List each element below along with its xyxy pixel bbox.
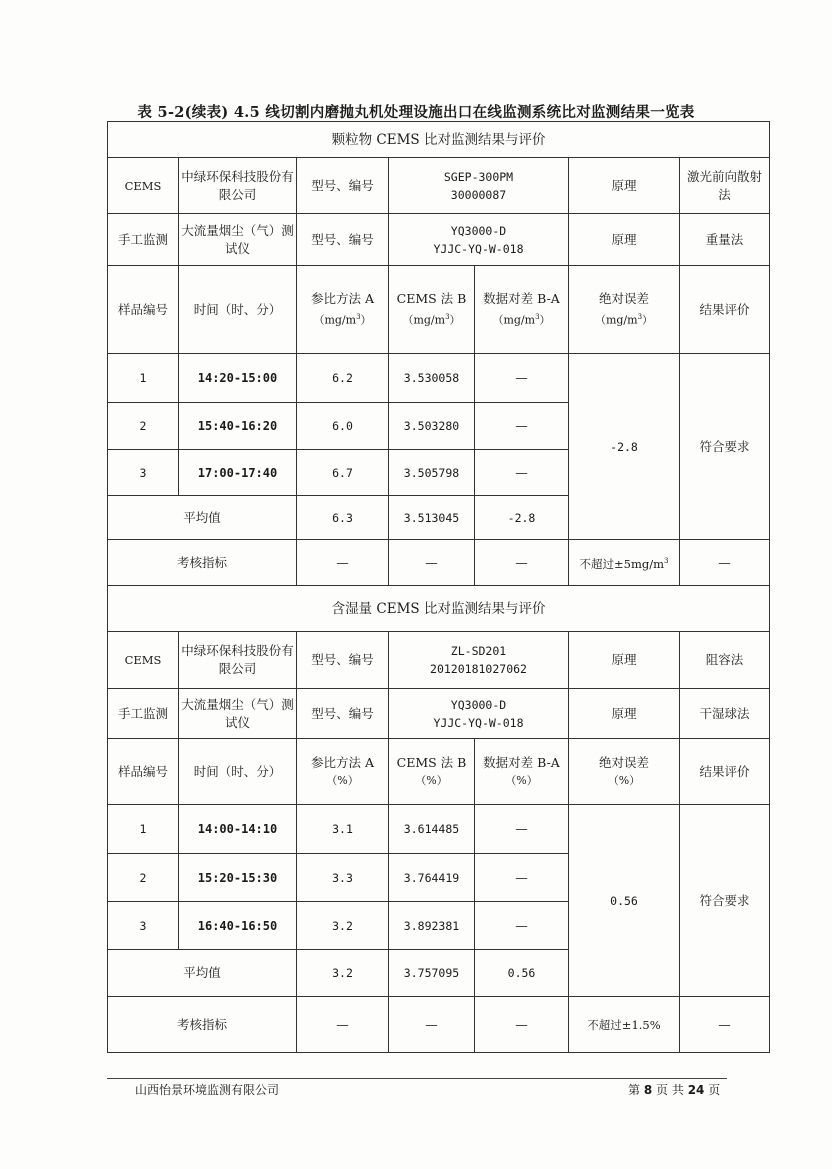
hum-criteria-label: 考核指标 (108, 997, 297, 1053)
table-row (108, 805, 770, 854)
hum-row2-a: 3.3 (297, 854, 389, 902)
pm-manual-principle: 重量法 (680, 214, 770, 266)
table-row (108, 354, 770, 403)
pm-manual-serial-no: YJJC-YQ-W-018 (433, 241, 524, 256)
pm-header-abs-err-label: 绝对误差 (598, 290, 649, 306)
page-no: 8 (643, 1083, 653, 1097)
table-row (108, 540, 770, 586)
hum-manual-model-label: 型号、编号 (297, 689, 389, 739)
hum-header-ref-a-label: 参比方法 A (310, 754, 374, 770)
hum-row3-a: 3.2 (297, 902, 389, 950)
hum-header-diff-unit: （%） (505, 773, 538, 787)
pm-header-diff (475, 266, 569, 354)
pm-row3-diff: — (475, 450, 569, 496)
pm-header-cems-b-sup: 3 (445, 312, 450, 321)
pm-row3-b: 3.505798 (389, 450, 475, 496)
hum-row2-no: 2 (108, 854, 179, 902)
pm-criteria-sup: 3 (664, 557, 669, 566)
hum-avg-b: 3.757095 (389, 950, 475, 997)
hum-cems-label: CEMS (108, 632, 179, 689)
pm-cems-serial-no: 30000087 (450, 187, 507, 202)
pm-row1-time: 14:20-15:00 (179, 354, 297, 403)
pm-cems-model-no: SGEP-300PM (443, 169, 514, 184)
pm-criteria-a: — (297, 540, 389, 586)
hum-manual-principle-label: 原理 (569, 689, 680, 739)
hum-cems-principle-label: 原理 (569, 632, 680, 689)
hum-row3-diff: — (475, 902, 569, 950)
hum-row1-b: 3.614485 (389, 805, 475, 854)
hum-manual-label: 手工监测 (108, 689, 179, 739)
hum-header-cems-b (389, 739, 475, 805)
pm-row1-a: 6.2 (297, 354, 389, 403)
hum-criteria-b: — (389, 997, 475, 1053)
hum-criteria: 不超过±1.5% (569, 997, 680, 1053)
pm-manual-label: 手工监测 (108, 214, 179, 266)
pm-header-abs-err-sup: 3 (637, 312, 643, 321)
hum-row1-time: 14:00-14:10 (179, 805, 297, 854)
hum-row2-diff: — (475, 854, 569, 902)
pm-row3-a: 6.7 (297, 450, 389, 496)
pm-manual-model (389, 214, 569, 266)
pm-header-ref-a-sup: 3 (356, 312, 361, 321)
pm-header-ref-a-close: ） (360, 313, 372, 327)
pm-header-sample-no: 样品编号 (108, 266, 179, 354)
page-mid: 页 共 (656, 1083, 684, 1097)
hum-avg-a: 3.2 (297, 950, 389, 997)
pm-avg-b: 3.513045 (389, 496, 475, 540)
pm-cems-principle-label: 原理 (569, 158, 680, 214)
hum-row3-b: 3.892381 (389, 902, 475, 950)
pm-manual-instrument: 大流量烟尘（气）测试仪 (179, 214, 297, 266)
hum-abs-error: 0.56 (569, 805, 680, 997)
pm-avg-label: 平均值 (108, 496, 297, 540)
hum-header-cems-b-label: CEMS 法 B (396, 754, 467, 770)
hum-row1-no: 1 (108, 805, 179, 854)
pm-row2-b: 3.503280 (389, 403, 475, 450)
pm-header-diff-label: 数据对差 B-A (483, 290, 560, 306)
hum-row2-time: 15:20-15:30 (179, 854, 297, 902)
pm-row3-no: 3 (108, 450, 179, 496)
pm-criteria-diff: — (475, 540, 569, 586)
pm-manual-model-label: 型号、编号 (297, 214, 389, 266)
pm-header-cems-b-label: CEMS 法 B (396, 290, 467, 306)
hum-cems-model-label: 型号、编号 (297, 632, 389, 689)
hum-section-title: 含湿量 CEMS 比对监测结果与评价 (108, 586, 770, 632)
pm-header-ref-a (297, 266, 389, 354)
footer-page-number (628, 1081, 720, 1098)
pm-header-time: 时间（时、分） (179, 266, 297, 354)
hum-header-ref-a-unit: （%） (326, 773, 359, 787)
hum-criteria-a: — (297, 997, 389, 1053)
pm-header-cems-b-unit: （mg/m (402, 313, 446, 327)
pm-header-result: 结果评价 (680, 266, 770, 354)
hum-avg-label: 平均值 (108, 950, 297, 997)
pm-cems-company: 中绿环保科技股份有限公司 (179, 158, 297, 214)
pm-header-abs-err-close: ） (642, 313, 654, 327)
hum-row2-b: 3.764419 (389, 854, 475, 902)
pm-header-cems-b (389, 266, 475, 354)
hum-avg-diff: 0.56 (475, 950, 569, 997)
hum-evaluation: 符合要求 (680, 805, 770, 997)
pm-header-abs-err-unit: （mg/m (594, 313, 638, 327)
page-total: 24 (687, 1083, 705, 1097)
pm-criteria-result: — (680, 540, 770, 586)
hum-header-abs-err-unit: （%） (607, 773, 641, 787)
footer-divider (107, 1078, 727, 1079)
hum-cems-model-no: ZL-SD201 (450, 644, 507, 658)
pm-row2-time: 15:40-16:20 (179, 403, 297, 450)
pm-cems-model-label: 型号、编号 (297, 158, 389, 214)
hum-criteria-result: — (680, 997, 770, 1053)
hum-manual-model-no: YQ3000-D (450, 697, 507, 712)
hum-header-diff-label: 数据对差 B-A (483, 754, 560, 770)
hum-row1-diff: — (475, 805, 569, 854)
pm-criteria-b: — (389, 540, 475, 586)
pm-manual-model-no: YQ3000-D (450, 223, 507, 238)
pm-header-ref-a-label: 参比方法 A (310, 290, 374, 306)
pm-header-diff-close: ） (539, 313, 551, 327)
pm-header-cems-b-close: ） (449, 313, 461, 327)
pm-row3-time: 17:00-17:40 (179, 450, 297, 496)
pm-row1-no: 1 (108, 354, 179, 403)
pm-cems-model (389, 158, 569, 214)
hum-row1-a: 3.1 (297, 805, 389, 854)
pm-avg-diff: -2.8 (475, 496, 569, 540)
comparison-table (107, 121, 770, 1053)
hum-header-abs-err (569, 739, 680, 805)
pm-row2-diff: — (475, 403, 569, 450)
pm-row1-b: 3.530058 (389, 354, 475, 403)
hum-row3-no: 3 (108, 902, 179, 950)
hum-criteria-diff: — (475, 997, 569, 1053)
pm-header-ref-a-unit: （mg/m (313, 313, 357, 327)
pm-abs-error: -2.8 (569, 354, 680, 540)
pm-header-diff-unit: （mg/m (492, 313, 536, 327)
hum-header-sample-no: 样品编号 (108, 739, 179, 805)
hum-cems-principle: 阻容法 (680, 632, 770, 689)
footer-company: 山西怡景环境监测有限公司 (135, 1083, 280, 1097)
pm-evaluation: 符合要求 (680, 354, 770, 540)
hum-manual-principle: 干湿球法 (680, 689, 770, 739)
hum-header-diff (475, 739, 569, 805)
pm-criteria (569, 540, 680, 586)
hum-header-abs-err-label: 绝对误差 (598, 754, 649, 770)
hum-header-ref-a (297, 739, 389, 805)
pm-section-title: 颗粒物 CEMS 比对监测结果与评价 (108, 122, 770, 158)
pm-cems-label: CEMS (108, 158, 179, 214)
page-suffix: 页 (708, 1083, 721, 1097)
table-row (108, 997, 770, 1053)
hum-row3-time: 16:40-16:50 (179, 902, 297, 950)
hum-manual-model (389, 689, 569, 739)
pm-cems-principle: 激光前向散射法 (680, 158, 770, 214)
page-prefix: 第 (628, 1083, 641, 1097)
pm-avg-a: 6.3 (297, 496, 389, 540)
pm-header-abs-err (569, 266, 680, 354)
hum-header-time: 时间（时、分） (179, 739, 297, 805)
hum-cems-serial-no: 20120181027062 (430, 662, 527, 676)
table-title: 表 5-2(续表) 4.5 线切割内磨抛丸机处理设施出口在线监测系统比对监测结果一览表 (137, 104, 695, 121)
pm-manual-principle-label: 原理 (569, 214, 680, 266)
hum-manual-instrument: 大流量烟尘（气）测试仪 (179, 689, 297, 739)
pm-row1-diff: — (475, 354, 569, 403)
pm-row2-no: 2 (108, 403, 179, 450)
pm-criteria-label: 考核指标 (108, 540, 297, 586)
hum-cems-model (389, 632, 569, 689)
hum-header-result: 结果评价 (680, 739, 770, 805)
pm-criteria-text: 不超过±5mg/m (579, 556, 665, 571)
hum-cems-company: 中绿环保科技股份有限公司 (179, 632, 297, 689)
hum-manual-serial-no: YJJC-YQ-W-018 (433, 715, 524, 730)
hum-header-cems-b-unit: （%） (415, 773, 448, 787)
pm-row2-a: 6.0 (297, 403, 389, 450)
pm-header-diff-sup: 3 (535, 312, 540, 321)
